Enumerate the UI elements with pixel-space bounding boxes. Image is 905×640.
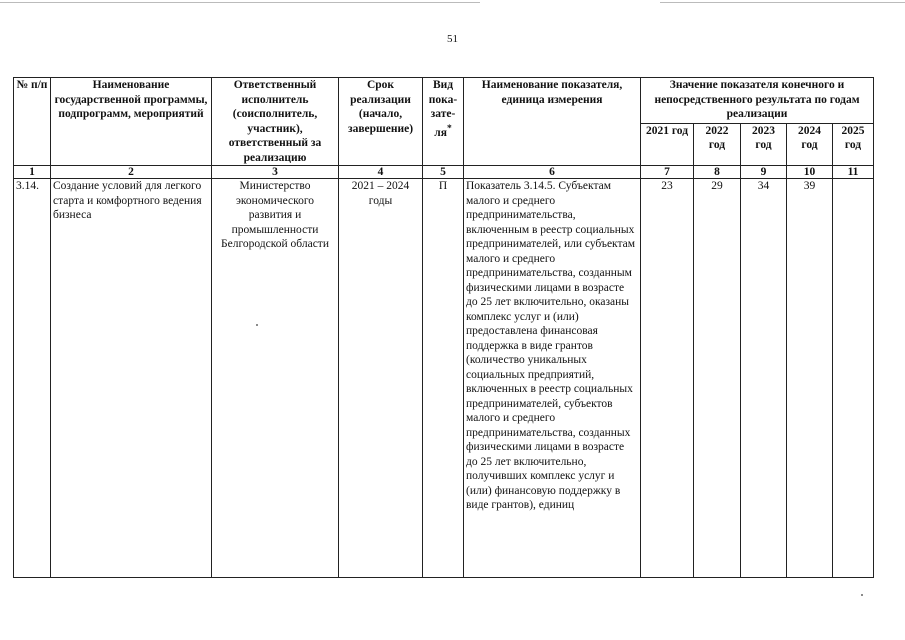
column-numbers-row [14, 166, 874, 179]
column-number: 1 [14, 166, 51, 179]
row-executor: Министерство экономического развития и промышленности Белгородской области [212, 179, 339, 578]
column-number: 6 [464, 166, 641, 179]
indicator-table [13, 77, 874, 578]
scan-top-line-left [0, 2, 480, 3]
row-value-2021: 23 [641, 179, 694, 578]
header-row [14, 78, 874, 124]
header-indicator-type [423, 78, 464, 166]
row-indicator-type: П [423, 179, 464, 578]
column-number: 11 [833, 166, 874, 179]
scan-speck [256, 324, 258, 326]
header-program-name: Наименование государственной программы, подпрограмм, мероприятий [51, 78, 212, 166]
column-number: 4 [339, 166, 423, 179]
table-row [14, 179, 874, 578]
column-number: 10 [787, 166, 833, 179]
header-year-2024: 2024 год [787, 123, 833, 165]
row-value-2025 [833, 179, 874, 578]
row-measure-name: Создание условий для легкого старта и комфортного ведения бизнеса [51, 179, 212, 578]
row-period: 2021 – 2024 годы [339, 179, 423, 578]
header-period: Срок реализации (начало, завершение) [339, 78, 423, 166]
header-executor: Ответственный исполнитель (соисполнитель, участник), ответственный за реализацию [212, 78, 339, 166]
column-number: 7 [641, 166, 694, 179]
column-number: 2 [51, 166, 212, 179]
row-value-2023: 34 [741, 179, 787, 578]
row-number: 3.14. [14, 179, 51, 578]
scan-speck [861, 594, 863, 596]
column-number: 3 [212, 166, 339, 179]
header-indicator-name: Наименование показателя, единица измерения [464, 78, 641, 166]
header-num: № п/п [14, 78, 51, 166]
header-indicator-type-text: Вид пока-зате-ля [428, 79, 458, 139]
header-values-group: Значение показателя конечного и непосредственного результата по годам реализации [641, 78, 874, 124]
footnote-mark: * [446, 122, 452, 134]
page-number: 51 [447, 33, 458, 45]
row-indicator-text: Показатель 3.14.5. Субъектам малого и среднего предпринимательства, включенным в реестр социальных предпринимателей, или субъектам малого и среднего предпринимательства, созданным физическими лицами в возрасте до 25 лет включительно, оказаны комплекс услуг и (или) предоставлена финансовая поддержка в виде грантов (количество уникальных социальных предприятий, включенных в реестр социальных предпринимателей, субъектов малого и среднего предпринимательства, созданных физическими лицами в возрасте до 25 лет включительно, получивших комплекс услуг и (или) финансовую поддержку в виде грантов), единиц [464, 179, 641, 578]
header-year-2023: 2023 год [741, 123, 787, 165]
header-year-2025: 2025 год [833, 123, 874, 165]
header-year-2021: 2021 год [641, 123, 694, 165]
column-number: 9 [741, 166, 787, 179]
row-value-2024: 39 [787, 179, 833, 578]
row-value-2022: 29 [694, 179, 741, 578]
scan-top-line-right [660, 2, 905, 3]
header-year-2022: 2022 год [694, 123, 741, 165]
column-number: 8 [694, 166, 741, 179]
column-number: 5 [423, 166, 464, 179]
